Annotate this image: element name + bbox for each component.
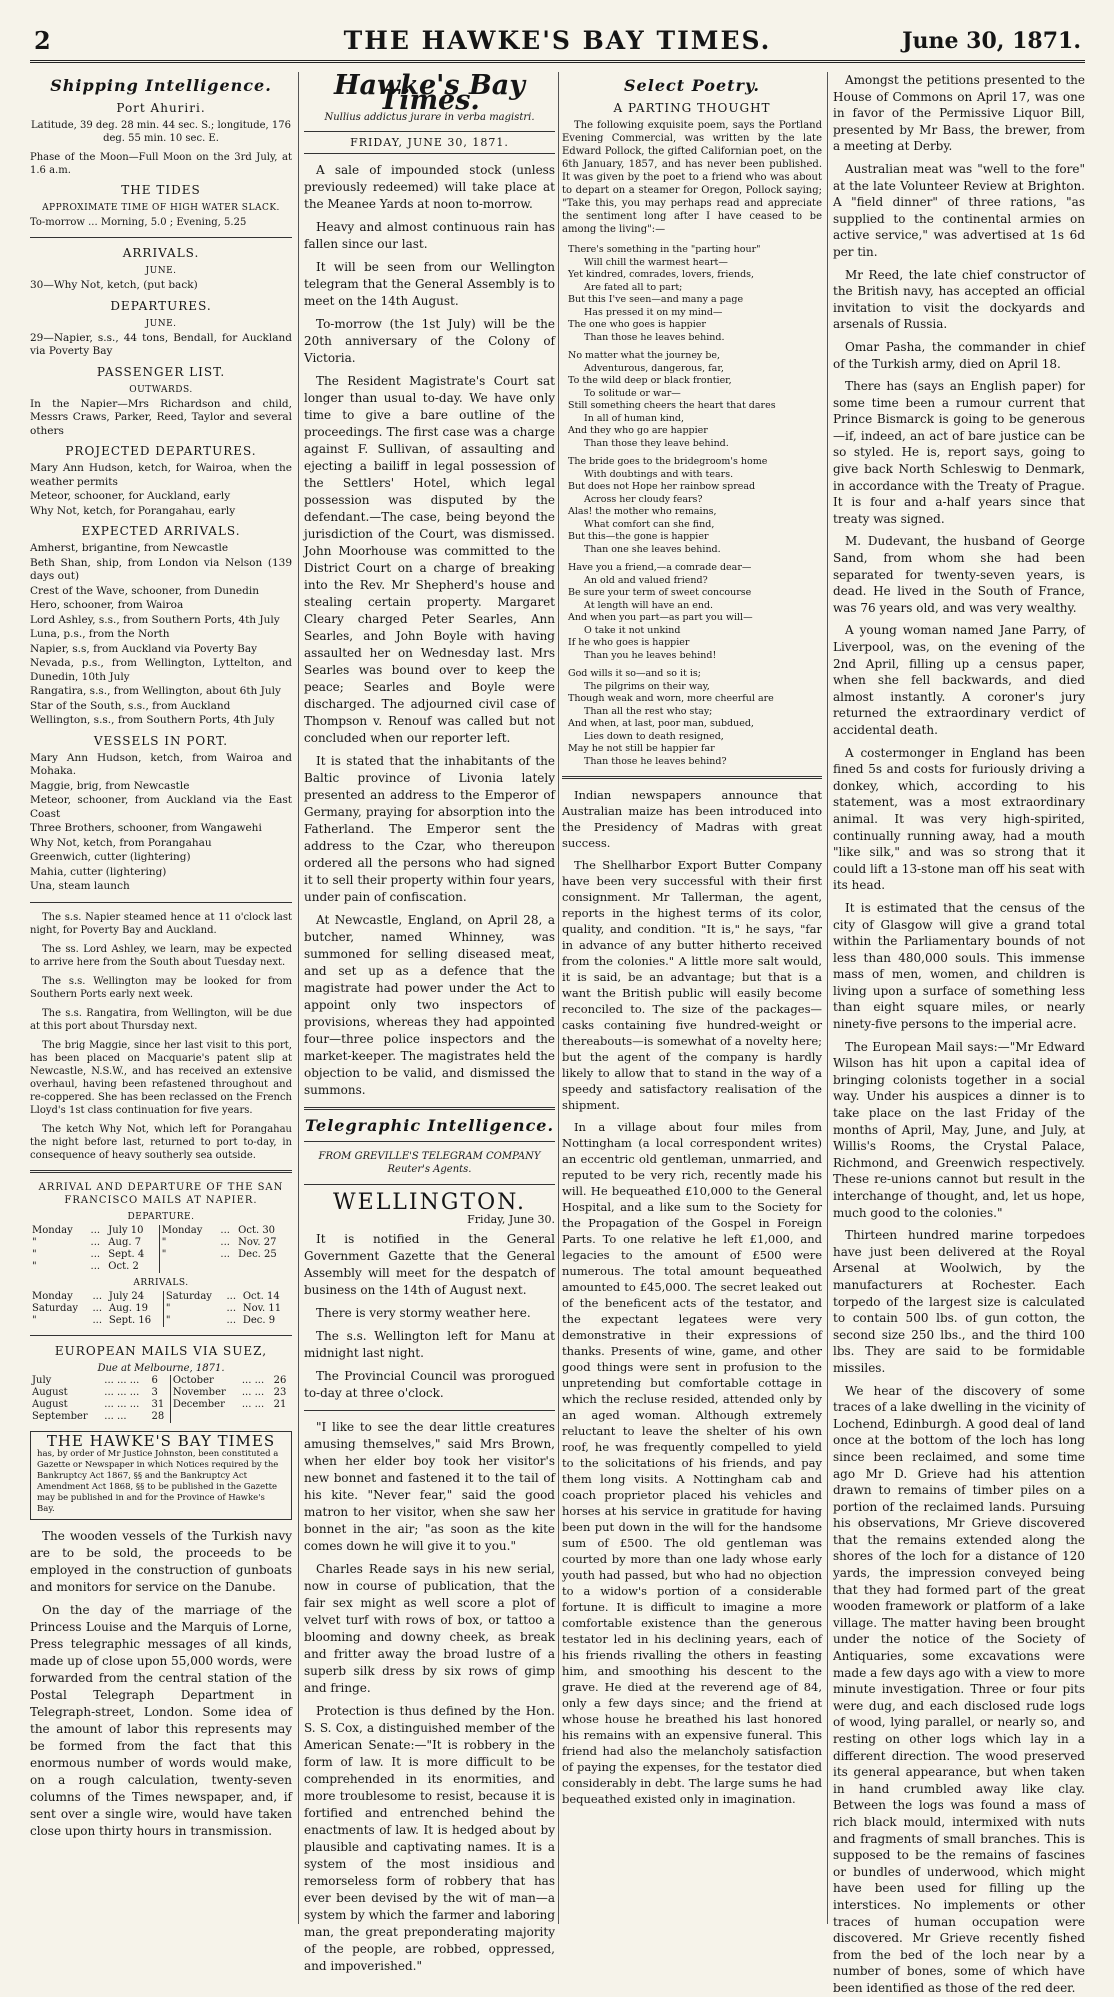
divider [304,1184,555,1185]
table-cell: " [32,1236,37,1248]
poem-line: To the wild deep or black frontier, [568,375,732,386]
table-cell: ... [220,1248,230,1260]
poem-line: The one who goes is happier [568,319,706,330]
table-cell: ... ... [241,1398,265,1410]
vessel-entry: Three Brothers, schooner, from Wangawehi [30,822,262,834]
table-cell: ... [226,1302,237,1314]
telegram-agents: Reuter's Agents. [387,1164,472,1175]
poem-line: Lies down to death resigned, [584,730,724,742]
expected-entry: Lord Ashley, s.s., from Southern Ports, 4th July [30,613,280,626]
poem-line: Yet kindred, comrades, lovers, friends, [568,269,755,280]
telegram-source: FROM GREVILLE'S TELEGRAM COMPANY [318,1151,541,1162]
table-cell: " [32,1314,37,1326]
article-paragraph: The Resident Magistrate's Court sat longer than usual to-day. We have only time to give a bare outline of the proceedings. The first case was a charge against F. Sullivan, of assaulting and ejecting a bailiff in legal possession of the Settlers' Hotel, which legal possession was disputed by the defendant.—The case, being beyond the jurisdiction of the Court, was dismissed. John Moorhouse was committed to the District Court on a charge of breaking into the Rev. Mr Shepherd's house and stealing certain property. Margaret Cleary charged Peter Searles, Ann Searles, and John Boyle with having assaulted her on Wednesday last. Mrs Searles was bound over to keep the peace; Searles and Boyle were discharged. The adjourned civil case of Thompson v. Renouf was called but not concluded when our reporter left. [304,374,555,745]
column-rule [558,72,559,1924]
table-cell: ... [90,1236,101,1248]
vessel-entry: Maggie, brig, from Newcastle [30,779,190,792]
poem-line: No matter what the journey be, [568,350,721,361]
vessel-entry: Mary Ann Hudson, ketch, from Wairoa and Mohaka. [30,751,292,777]
column-editorial [304,70,555,1973]
table-cell: " [163,1315,224,1327]
table-cell: November [170,1387,240,1399]
table-cell: Saturday [163,1291,224,1303]
article-paragraph: The s.s. Wellington left for Manu at midnight last night. [304,1329,555,1360]
poem-line: Will chill the warmest heart— [584,256,728,268]
article-paragraph: There has (says an English paper) for some time been a rumour current that Prince Bismarck is going to be generous—if, indeed, an act of bare justice can be so styled. He is, report says, going to give back North Schleswig to Denmark, in accordance with the Treaty of Prague. It is four and a-half years since that treaty was signed. [833,379,1085,526]
poem-line: There's something in the "parting hour" [568,244,761,255]
projected-entry: Why Not, ketch, for Porangahau, early [30,504,236,517]
table-cell: Oct. 14 [242,1290,280,1302]
expected-heading: EXPECTED ARRIVALS. [81,524,241,538]
column-rule [827,72,828,1924]
expected-entry: Hero, schooner, from Wairoa [30,599,184,611]
table-cell: 31 [151,1398,165,1410]
poem-line: If he who goes is happier [568,637,690,648]
article-paragraph: Amongst the petitions presented to the House of Commons on April 17, was one in favor of the Permissive Liquor Bill, presented by Mr Bass, the brewer, from a meeting at Derby. [833,73,1085,154]
table-cell: ... [90,1248,101,1260]
stanza [568,668,822,768]
article-paragraph: Protection is thus defined by the Hon. S. S. Cox, a distinguished member of the American Senate:—"It is robbery in the form of law. It is more difficult to be comprehended in its enormities, and more troublesome to resist, because it is fortified and entrenched behind the enactments of law. It is hedged about by plausible and captivating names. It is a system of the most insidious and remorseless form of robbery that has ever been devised by the wit of man—a system by which the farmer and laboring man, the great preponderating majority of the people, are robbed, oppressed, and impoverished." [304,1704,555,1973]
poem-line: To solitude or war— [584,387,681,399]
expected-entry: Rangatira, s.s., from Wellington, about 6th July [30,685,281,697]
poem-title: A PARTING THOUGHT [613,101,771,115]
table-cell: ... [220,1236,230,1248]
poem-line: Than those he leaves behind. [584,331,725,343]
article-paragraph: In a village about four miles from Nottingham (a local correspondent writes) an eccentric old gentleman, unmarried, and reputed to be very rich, recently made his will. He bequeathed £10,000 to the General Hospital, and a like sum to the Society for the Propagation of the Gospel in Foreign Parts. To one relative he left £1,000, and legacies to the amount of £500 were numerous. The total amount bequeathed amounted to £45,000. The secret leaked out of the beneficent acts of the testator, and the expectant legatees were very demonstrative in their expressions of thanks. Presents of wine, game, and other good things were sent in profusion to the unpretending but comfortable cottage in which the recluse resided, attended only by an aged woman. Although extremely reluctant to leave the shelter of his own roof, he was frequently compelled to yield to the solicitations of his friends, and pay them long visits. A Nottingham cab and coach proprietor placed his vehicles and horses at his service in gratitude for having been put down in the will for the handsome sum of £500. The old gentleman was courted by more than one lady whose early youth had passed, but who had no objection to a widow's portion of a considerable fortune. It is difficult to imagine a more comfortable existence than the generous testator led in his declining years, each of his friends rivalling the others in feasting him, and smoothing his descent to the grave. He died at the reverend age of 84, only a few days since; and the friend at whose house he breathed his last honored his remains with an expensive funeral. This friend had also the melancholy satisfaction of paying the expenses, for the testator died considerably in debt. The large sums he had bequeathed existed only in imagination. [562,1120,822,1806]
poem-line: O take it not unkind [584,624,681,636]
shipping-note: The s.s. Wellington may be looked for from Southern Ports early next week. [30,975,292,1000]
divider [30,237,292,238]
poem-line: Than those he leaves behind? [584,755,727,767]
poem-line: God wills it so—and so it is; [568,668,702,679]
poem-line: Alas! the mother who remains, [568,506,717,517]
gazette-notice [30,1431,292,1520]
passenger-entry: In the Napier—Mrs Richardson and child, Messrs Craws, Parker, Reed, Taylor and several others [30,397,292,437]
page-number: 2 [34,26,51,55]
table-cell: December [170,1399,240,1411]
table-cell [236,1261,292,1273]
tides-subheading: APPROXIMATE TIME OF HIGH WATER SLACK. [42,203,280,213]
poem-line: But this I've seen—and many a page [568,294,744,305]
table-cell: ... ... ... [104,1386,140,1398]
stanza [568,562,822,662]
expected-entry: Beth Shan, ship, from London via Nelson (139 days out) [30,556,292,582]
departures-heading: DEPARTURES. [110,298,212,313]
table-cell: ... ... [104,1410,127,1422]
table-cell: Saturday [32,1302,79,1314]
projected-entry: Meteor, schooner, for Auckland, early [30,490,231,502]
table-cell: " [159,1249,218,1261]
vessel-entry: Meteor, schooner, from Auckland via the East Coast [30,794,292,820]
divider [562,776,822,779]
table-cell: 23 [273,1386,287,1398]
table-cell: Dec. 25 [238,1248,277,1260]
article-paragraph: "I like to see the dear little creatures amusing themselves," said Mrs Brown, when her elder boy took her visitor's new bonnet and fastened it to the tail of his kite. "Never fear," said the good matron to her visitor, when she saw her bonnet in the air; "as soon as the kite comes down he will give it to you." [304,1420,555,1553]
article-paragraph: The wooden vessels of the Turkish navy are to be sold, the proceeds to be employed in the construction of gunboats and monitors for service on the Danube. [30,1528,292,1594]
latlong: Latitude, 39 deg. 28 min. 44 sec. S.; longitude, 176 deg. 55 min. 10 sec. E. [31,120,291,144]
article-paragraph: Indian newspapers announce that Australian maize has been introduced into the Presidency of Madras with great success. [562,788,822,850]
poem-line: The bride goes to the bridegroom's home [568,456,768,467]
table-cell: October [170,1375,240,1387]
table-cell: Monday [159,1225,218,1237]
poem-line: Are fated all to part; [584,281,683,293]
table-cell [170,1411,240,1423]
poem-line: Adventurous, dangerous, far, [584,362,724,374]
table-cell: ... ... [241,1374,265,1386]
article-paragraph: Mr Reed, the late chief constructor of the British navy, has accepted an official invitation to visit the dockyards and arsenals of Russia. [833,267,1085,332]
article-paragraph: Heavy and almost continuous rain has fallen since our last. [304,220,555,251]
table-row [30,1249,292,1261]
column-rule [298,72,299,1924]
expected-entry: Luna, p.s., from the North [30,628,170,640]
table-row [30,1237,292,1249]
mails-heading: ARRIVAL AND DEPARTURE OF THE SAN FRANCISCO MAILS AT NAPIER. [38,1181,284,1206]
suez-heading: EUROPEAN MAILS VIA SUEZ, [54,1343,268,1358]
poem-line: Has pressed it on my mind— [584,306,723,318]
divider [30,1335,292,1336]
poem-line: Be sure your term of sweet concourse [568,587,752,598]
mails-arrivals-table [30,1291,292,1327]
table-cell: ... [90,1224,101,1236]
mails-departure-label: DEPARTURE. [127,1211,195,1222]
stanza [568,244,822,344]
poem-line: With doubtings and with tears. [584,468,734,480]
column-poetry [562,72,822,1924]
divider [304,1141,555,1142]
section-heading: Shipping Intelligence. [50,76,272,95]
table-row [30,1303,292,1315]
poem-line: Than one she leaves behind. [584,543,721,555]
table-cell [218,1261,236,1273]
article-paragraph: It is stated that the inhabitants of the Baltic province of Livonia lately presented an address to the Emperor of Germany, praying for absorption into the Fatherland. The Emperor sent the address to the Czar, who thereupon ordered all the persons who had signed it to sell their property within four years, under pain of confiscation. [304,754,555,904]
table-row [30,1291,292,1303]
notice-body: has, by order of Mr Justice Johnston, been constituted a Gazette or Newspaper in which Notices required by the Bankruptcy Act 1867, §§ and the Bankruptcy Act Amendment Act 1868, §§ to be published in the Gazette may be published in and for the Province of Hawke's Bay. [37,1448,279,1514]
expected-entry: Wellington, s.s., from Southern Ports, 4th July [30,714,275,726]
article-paragraph: The Shellharbor Export Butter Company have been very successful with their first consignment. Mr Tallerman, the agent, reports in the highest terms of its color, quality, and condition. "It is," he says, "far in advance of any butter hitherto received from the colonies." A little more salt would, it is said, be an advantage; but that is a want the British public will easily become reconciled to. The size of the packages—casks containing five hundred-weight or thereabouts—is somewhat of a novelty here; but the agent of the company is hardly likely to allow that to stand in the way of a speedy and satisfactory realisation of the shipment. [562,858,822,1112]
table-cell: Sept. 16 [108,1314,152,1326]
poem-line: But does not Hope her rainbow spread [568,481,756,492]
table-cell: August [32,1398,68,1410]
article-paragraph: Charles Reade says in his new serial, now in course of publication, that the fair sex might as well score a plot of velvet turf with rows of box, or tattoo a blooming and downy cheek, as break and fritter away the broad lustre of a superb silk dress by six rows of gimp and fringe. [304,1562,555,1695]
vessel-entry: Why Not, ketch, from Porangahau [30,836,212,849]
projected-entry: Mary Ann Hudson, ketch, for Wairoa, when the weather permits [30,462,292,488]
table-cell: ... ... ... [104,1374,140,1386]
poem-line: Than all the rest who stay; [584,705,713,717]
table-row [30,1225,292,1237]
table-cell: " [163,1303,224,1315]
table-row [30,1375,292,1387]
page-title: THE HAWKE'S BAY TIMES. [343,26,772,55]
table-cell: 3 [151,1386,158,1398]
departure-entry: 29—Napier, s.s., 44 tons, Bendall, for Auckland via Poverty Bay [30,331,292,357]
article-paragraph: Australian meat was "well to the fore" at the late Volunteer Review at Brighton. A "field dinner" of three rations, "as supplied to the continental armies on active service," was advertised at 1s 6d per tin. [833,161,1085,259]
article-paragraph: It is estimated that the census of the city of Glasgow will give a grand total within the Parliamentary bounds of not less than 480,000 souls. This immense mass of men, women, and children is living upon a surface of something less than eight square miles, or nearly ninety-five persons to the imperial acre. [833,900,1085,1032]
poem-intro: The following exquisite poem, says the Portland Evening Commercial, was written by the late Edward Pollock, the gifted Californian poet, on the 6th January, 1857, and has never been published. It was given by the poet to a friend who was about to depart on a steamer for Oregon, Pollock saying; "Take this, you may perhaps read and appreciate the sentiment long after I have ceased to be among the living":— [562,120,822,235]
table-row [30,1387,292,1399]
article-paragraph: Thirteen hundred marine torpedoes have just been delivered at the Royal Arsenal at Woolwich, by the manufacturers at Rochester. Each torpedo of the largest size is calculated to contain 500 lbs. of gun cotton, the second size 250 lbs., and the third 100 lbs. They are said to be formidable missiles. [833,1228,1085,1375]
table-cell: ... ... [241,1386,265,1398]
expected-entry: Napier, s.s, from Auckland via Poverty Bay [30,642,258,655]
poem-line: What comfort can she find, [584,518,715,530]
table-cell: Monday [32,1224,73,1236]
article-paragraph: The Provincial Council was prorogued to-day at three o'clock. [304,1369,555,1400]
table-cell [159,1261,218,1273]
suez-table [30,1375,292,1423]
masthead [30,26,1085,63]
mails-arrivals-label: ARRIVALS. [133,1277,189,1288]
table-cell: Monday [32,1290,73,1302]
vessel-entry: Una, steam launch [30,880,130,892]
article-paragraph: It is notified in the General Government Gazette that the General Assembly will meet for the despatch of business on the 14th of August next. [304,1232,555,1297]
divider [30,902,292,903]
poem-line: But this—the gone is happier [568,531,709,542]
poem-line: And when you part—as part you will— [568,612,753,623]
mails-departure-table [30,1225,292,1273]
arrivals-month: JUNE. [145,266,177,276]
port-heading: Port Ahuriri. [116,101,206,115]
stanza [568,456,822,556]
notice-heading: THE HAWKE'S BAY TIMES [46,1431,276,1450]
table-row [30,1411,292,1423]
article-paragraph: A young woman named Jane Parry, of Liverpool, was, on the evening of the 2nd April, filling up a census paper, when she fell backwards, and died almost instantly. A coroner's jury returned the extraordinary verdict of accidental death. [833,623,1085,737]
table-cell: ... ... ... [104,1398,140,1410]
article-paragraph: A sale of impounded stock (unless previously redeemed) will take place at the Meanee Yards at noon to-morrow. [304,163,555,211]
poem-line: Than you he leaves behind! [584,649,717,661]
expected-entry: Nevada, p.s., from Wellington, Lyttelton, and Dunedin, 10th July [30,657,292,683]
passenger-heading: PASSENGER LIST. [96,364,226,379]
poem-line: Have you a friend,—a comrade dear— [568,562,752,573]
poem-line: At length will have an end. [584,599,714,611]
nameplate: Hawke's Bay Times. [333,70,525,116]
tides-heading: THE TIDES [121,183,201,197]
article-paragraph: It will be seen from our Wellington telegram that the General Assembly is to meet on the 14th August. [304,260,555,308]
table-cell: July [32,1374,52,1386]
vessel-entry: Mahia, cutter (lightering) [30,865,167,878]
suez-subheading: Due at Melbourne, 1871. [97,1362,225,1374]
table-cell [272,1411,292,1423]
article-paragraph: We hear of the discovery of some traces of a lake dwelling in the vicinity of Lochend, Edinburgh. A good deal of land once at the bottom of the loch has long since been reclaimed, and some time ago Mr D. Grieve had his attention drawn to remains of timber piles on a portion of the reclaimed lands. Pursuing his observations, Mr Grieve discovered that the remains extended along the shores of the loch for a distance of 120 yards, the impression conveyed being that they had formed part of the great wooden framework or platform of a lake village. The matter having been brought under the notice of the Society of Antiquaries, some excavations were made a few days ago with a view to more minute investigation. Three or four pits were dug, and each disclosed rude logs of wood, lying parallel, or nearly so, and resting on other logs which lay in a different direction. The wood preserved its general appearance, but when taken in hand crumbled away like clay. Between the logs was found a mass of rich black mould, intermixed with nuts and fragments of small branches. This is supposed to be the remains of fascines or bundles of underwood, which might have been used for filling up the interstices. No implements or other traces of human occupation were discovered. Mr Grieve recently fished from the bed of the loch near by a number of bones, some of which have been identified as those of the red deer. [833,1383,1085,1995]
table-cell: Oct. 2 [108,1260,139,1272]
poem-line: Across her cloudy fears? [584,493,703,505]
article-paragraph: M. Dudevant, the husband of George Sand, from whom she had been separated for twenty-seven years, is dead. He lived in the South of France, was 76 years old, and was very wealthy. [833,534,1085,615]
table-cell: August [32,1386,68,1398]
stanza [568,350,822,450]
shipping-note: The s.s. Napier steamed hence at 11 o'clock last night, for Poverty Bay and Auckland. [30,911,292,936]
table-cell: " [32,1248,37,1260]
shipping-note: The ketch Why Not, which left for Porangahau the night before last, returned to port to-day, in consequence of heavy southerly sea outside. [30,1123,292,1161]
divider [304,1410,555,1411]
article-paragraph: A costermonger in England has been fined 5s and costs for furiously driving a donkey, which, according to his statement, was a most extraordinary animal. It was very high-spirited, continually running away, had a mouth "like silk," and was so strong that it could lift a 13-stone man off his seat with its head. [833,745,1085,893]
departures-month: JUNE. [145,318,177,329]
table-cell: ... [226,1314,237,1326]
section-heading: Telegraphic Intelligence. [304,1116,555,1135]
table-cell: 6 [151,1374,158,1386]
table-cell: ... [92,1314,103,1326]
table-cell: Aug. 7 [108,1236,142,1248]
poem-line: May he not still be happier far [568,743,715,754]
poem [568,244,822,768]
article-paragraph: To-morrow (the 1st July) will be the 20th anniversary of the Colony of Victoria. [304,317,555,365]
shipping-note: The brig Maggie, since her last visit to this port, has been placed on Macquarie's patent slip at Newcastle, N.S.W., and has received an extensive overhaul, having been refastened throughout and re-coppered. She has been reclassed on the French Lloyd's 1st class continuation for five years. [30,1039,292,1116]
table-cell: 26 [273,1374,287,1386]
table-cell [240,1411,272,1423]
table-cell: " [32,1260,37,1272]
projected-heading: PROJECTED DEPARTURES. [65,444,257,458]
passenger-subheading: OUTWARDS. [129,384,193,395]
table-cell: ... [92,1302,103,1314]
poem-line: Than those they leave behind. [584,437,729,449]
expected-entry: Amherst, brigantine, from Newcastle [30,542,229,554]
table-cell: September [32,1410,88,1422]
table-row [30,1261,292,1273]
table-cell: ... [226,1290,237,1302]
shipping-note: The ss. Lord Ashley, we learn, may be expected to arrive here from the South about Tuesday next. [30,943,292,968]
wellington-date: Friday, June 30. [467,1213,555,1226]
expected-entry: Star of the South, s.s., from Auckland [30,699,231,712]
poem-line: Though weak and worn, more cheerful are [568,693,774,704]
dateline: FRIDAY, JUNE 30, 1871. [304,131,555,154]
table-cell: Nov. 27 [238,1236,277,1248]
section-heading: Select Poetry. [624,76,760,95]
table-cell: July 24 [108,1290,145,1302]
tides-times: To-morrow ... Morning, 5.0 ; Evening, 5.25 [30,217,247,228]
table-row [30,1315,292,1327]
vessel-entry: Greenwich, cutter (lightering) [30,851,191,863]
poem-line: And when, at last, poor man, subdued, [568,718,754,729]
table-cell: Dec. 9 [242,1314,276,1326]
table-row [30,1399,292,1411]
poem-line: Still something cheers the heart that dares [568,400,776,411]
table-cell: ... [220,1224,230,1236]
article-paragraph: Omar Pasha, the commander in chief of the Turkish army, died on April 18. [833,339,1085,371]
poem-line: The pilgrims on their way, [584,680,710,692]
moon-phase: Phase of the Moon—Full Moon on the 3rd July, at 1.6 a.m. [30,152,292,176]
table-cell: " [159,1237,218,1249]
wellington-heading: WELLINGTON. [333,1190,526,1215]
table-cell: Aug. 19 [108,1302,149,1314]
expected-entry: Crest of the Wave, schooner, from Dunedin [30,584,259,597]
poem-line: In all of human kind, [584,412,684,424]
issue-date: June 30, 1871. [902,28,1081,54]
table-cell: 21 [273,1398,287,1410]
vessels-heading: VESSELS IN PORT. [93,733,229,748]
table-cell: ... [90,1260,101,1272]
shipping-note: The s.s. Rangatira, from Wellington, will be due at this port about Thursday next. [30,1007,292,1032]
article-paragraph: The European Mail says:—"Mr Edward Wilson has hit upon a capital idea of bringing colonists together in a social way. Under his auspices a dinner is to take place on the last Friday of the months of April, May, June, and July, at Willis's Rooms, the Crystal Palace, Richmond, and Greenwich respectively. These re-unions cannot but result in the interchange of thought, and, let us hope, much good to the colonies." [833,1039,1085,1220]
column-shipping [30,72,292,1924]
article-paragraph: There is very stormy weather here. [316,1306,531,1320]
column-miscellany [833,72,1085,1995]
poem-line: An old and valued friend? [584,574,708,586]
arrivals-heading: ARRIVALS. [122,246,200,260]
poem-line: And they who go are happier [568,425,708,436]
table-cell: ... [92,1290,103,1302]
table-cell: 28 [151,1410,165,1422]
table-cell: July 10 [108,1224,144,1236]
table-cell: Nov. 11 [242,1302,282,1314]
article-paragraph: On the day of the marriage of the Princess Louise and the Marquis of Lorne, Press telegraphic messages of all kinds, made up of close upon 55,000 words, were forwarded from the central station of the Postal Telegraph Department in Telegraph-street, London. Some idea of the amount of labor this represents may be formed from the fact that this enormous number of words would make, on a rough calculation, twenty-seven columns of the Times newspaper, and, if sent over a single wire, would have taken close upon thirty hours in transmission. [30,1602,292,1838]
article-paragraph: At Newcastle, England, on April 28, a butcher, named Whinney, was summoned for selling diseased meat, and set up as a defence that the magistrate had power under the Act to appoint only two inspectors of provisions, whereas they had appointed four—three police inspectors and the market-keeper. The magistrates held the objection to be valid, and dismissed the summons. [304,913,555,1097]
table-cell: Sept. 4 [108,1248,145,1260]
table-cell: Oct. 30 [238,1224,276,1236]
divider [30,1170,292,1173]
divider [304,1107,555,1110]
motto: Nullius addictus jurare in verba magistri. [324,112,535,123]
arrival-entry: 30—Why Not, ketch, (put back) [30,279,198,291]
